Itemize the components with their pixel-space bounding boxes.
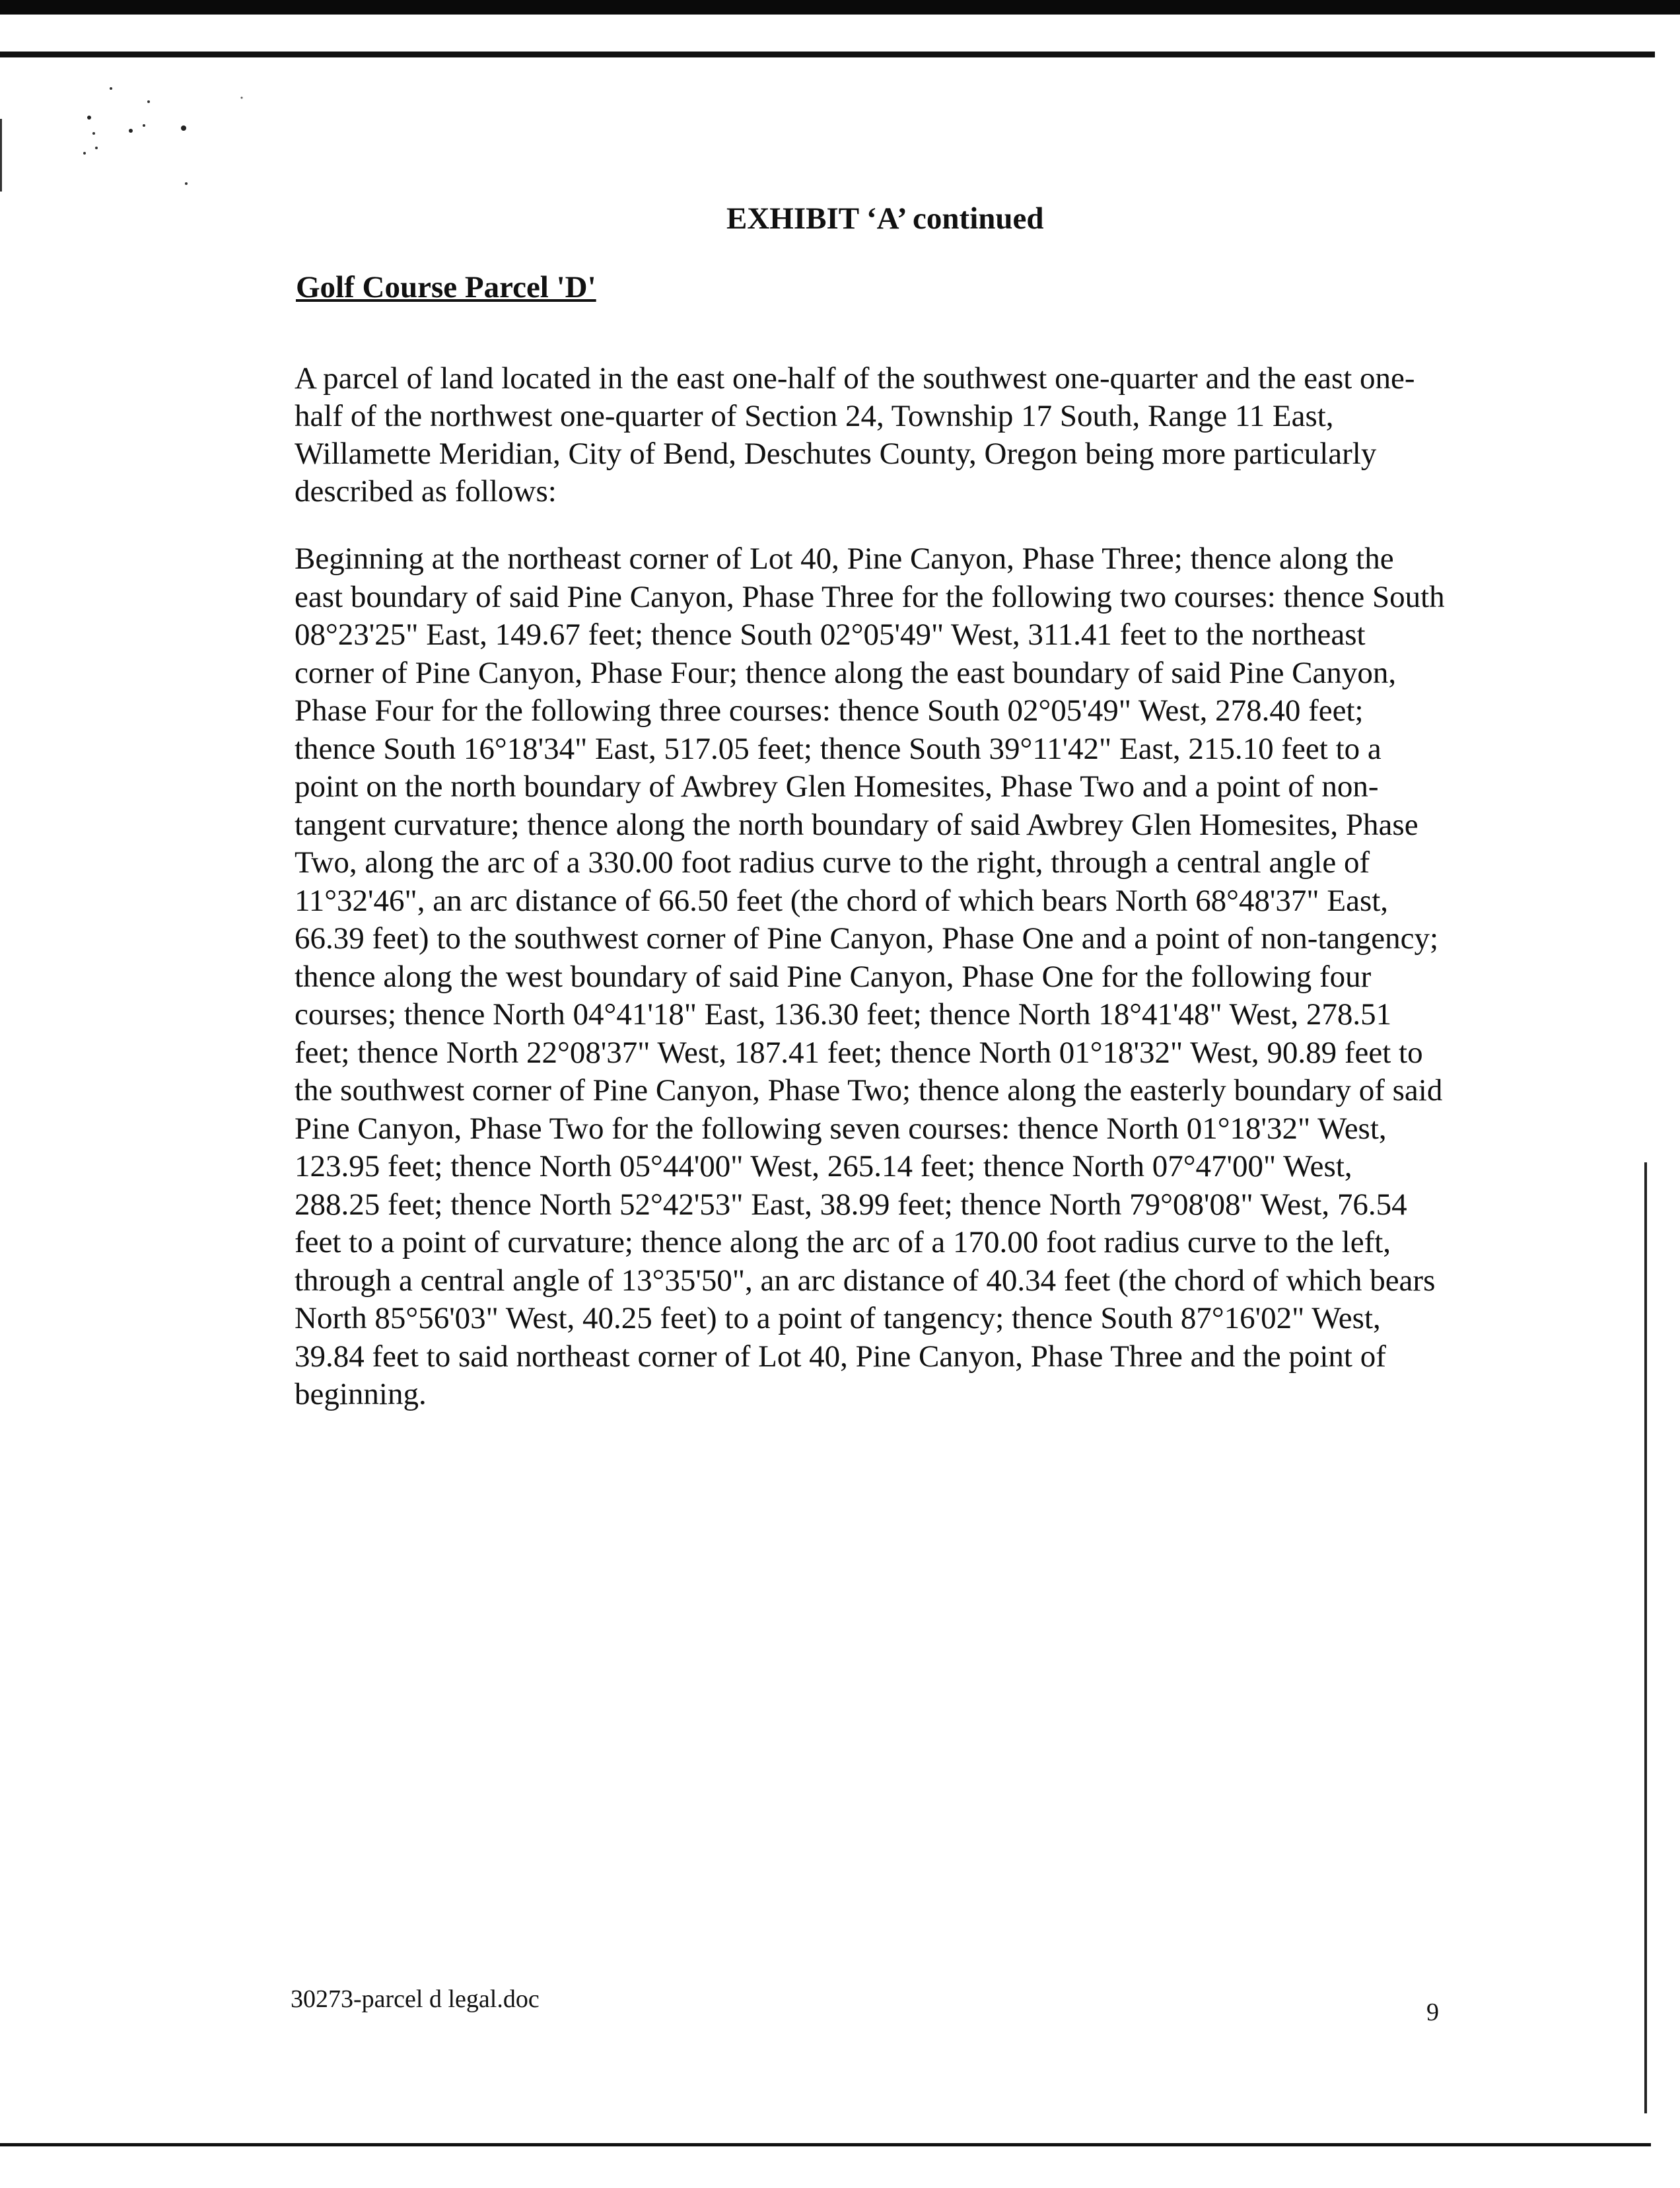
legal-line: through a central angle of 13°35'50", an arc distance of 40.34 feet (the chord of which bears bbox=[295, 1263, 1436, 1298]
legal-line: 39.84 feet to said northeast corner of Lot 40, Pine Canyon, Phase Three and the point of bbox=[295, 1339, 1386, 1374]
exhibit-heading: EXHIBIT ‘A’ continued bbox=[726, 201, 1044, 236]
legal-line: 123.95 feet; thence North 05°44'00" West, 265.14 feet; thence North 07°47'00" West, bbox=[295, 1149, 1352, 1183]
legal-line: 08°23'25" East, 149.67 feet; thence South 02°05'49" West, 311.41 feet to the northeast bbox=[295, 618, 1366, 652]
legal-line: feet to a point of curvature; thence along the arc of a 170.00 foot radius curve to the left, bbox=[295, 1225, 1391, 1259]
description-line: Willamette Meridian, City of Bend, Deschutes County, Oregon being more particularly bbox=[295, 437, 1377, 471]
legal-line: North 85°56'03" West, 40.25 feet) to a point of tangency; thence South 87°16'02" West, bbox=[295, 1301, 1381, 1335]
legal-line: Pine Canyon, Phase Two for the following seven courses: thence North 01°18'32" West, bbox=[295, 1111, 1387, 1146]
bottom-rule bbox=[0, 2143, 1651, 2146]
legal-line: corner of Pine Canyon, Phase Four; thence along the east boundary of said Pine Canyon, bbox=[295, 655, 1397, 690]
legal-line: Phase Four for the following three courses: thence South 02°05'49" West, 278.40 feet; bbox=[295, 693, 1364, 728]
legal-line: 11°32'46", an arc distance of 66.50 feet (the chord of which bears North 68°48'37" East, bbox=[295, 883, 1389, 918]
parcel-title: Golf Course Parcel 'D' bbox=[296, 270, 596, 304]
page-number: 9 bbox=[1426, 1998, 1439, 2026]
legal-line: east boundary of said Pine Canyon, Phase Three for the following two courses: thence South bbox=[295, 579, 1445, 614]
description-line: described as follows: bbox=[295, 474, 557, 509]
legal-line: 288.25 feet; thence North 52°42'53" East, 38.99 feet; thence North 79°08'08" West, 76.54 bbox=[295, 1187, 1407, 1222]
parcel-description-paragraph bbox=[295, 360, 1415, 511]
top-rule bbox=[0, 52, 1655, 57]
legal-line: 66.39 feet) to the southwest corner of Pine Canyon, Phase One and a point of non-tangency; bbox=[295, 921, 1439, 956]
scan-specks bbox=[53, 79, 264, 198]
footer-filename: 30273-parcel d legal.doc bbox=[291, 1985, 540, 2013]
legal-line: point on the north boundary of Awbrey Glen Homesites, Phase Two and a point of non- bbox=[295, 769, 1379, 804]
legal-line: the southwest corner of Pine Canyon, Phase Two; thence along the easterly boundary of said bbox=[295, 1073, 1443, 1108]
legal-line: Two, along the arc of a 330.00 foot radius curve to the right, through a central angle of bbox=[295, 845, 1370, 880]
legal-line: Beginning at the northeast corner of Lot 40, Pine Canyon, Phase Three; thence along the bbox=[295, 542, 1394, 576]
legal-line: tangent curvature; thence along the north boundary of said Awbrey Glen Homesites, Phase bbox=[295, 807, 1418, 842]
right-edge-line bbox=[1644, 1162, 1647, 2113]
description-line: half of the northwest one-quarter of Section 24, Township 17 South, Range 11 East, bbox=[295, 399, 1334, 433]
legal-description-paragraph bbox=[295, 540, 1445, 1414]
legal-line: thence South 16°18'34" East, 517.05 feet; thence South 39°11'42" East, 215.10 feet to a bbox=[295, 731, 1382, 766]
description-line: A parcel of land located in the east one-half of the southwest one-quarter and the east one- bbox=[295, 361, 1415, 396]
top-scan-band bbox=[0, 0, 1680, 15]
left-edge-mark bbox=[0, 119, 2, 192]
legal-line: beginning. bbox=[295, 1377, 427, 1411]
legal-line: feet; thence North 22°08'37" West, 187.41 feet; thence North 01°18'32" West, 90.89 feet to bbox=[295, 1035, 1423, 1070]
legal-line: thence along the west boundary of said Pine Canyon, Phase One for the following four bbox=[295, 959, 1372, 994]
legal-line: courses; thence North 04°41'18" East, 136.30 feet; thence North 18°41'48" West, 278.51 bbox=[295, 997, 1392, 1032]
